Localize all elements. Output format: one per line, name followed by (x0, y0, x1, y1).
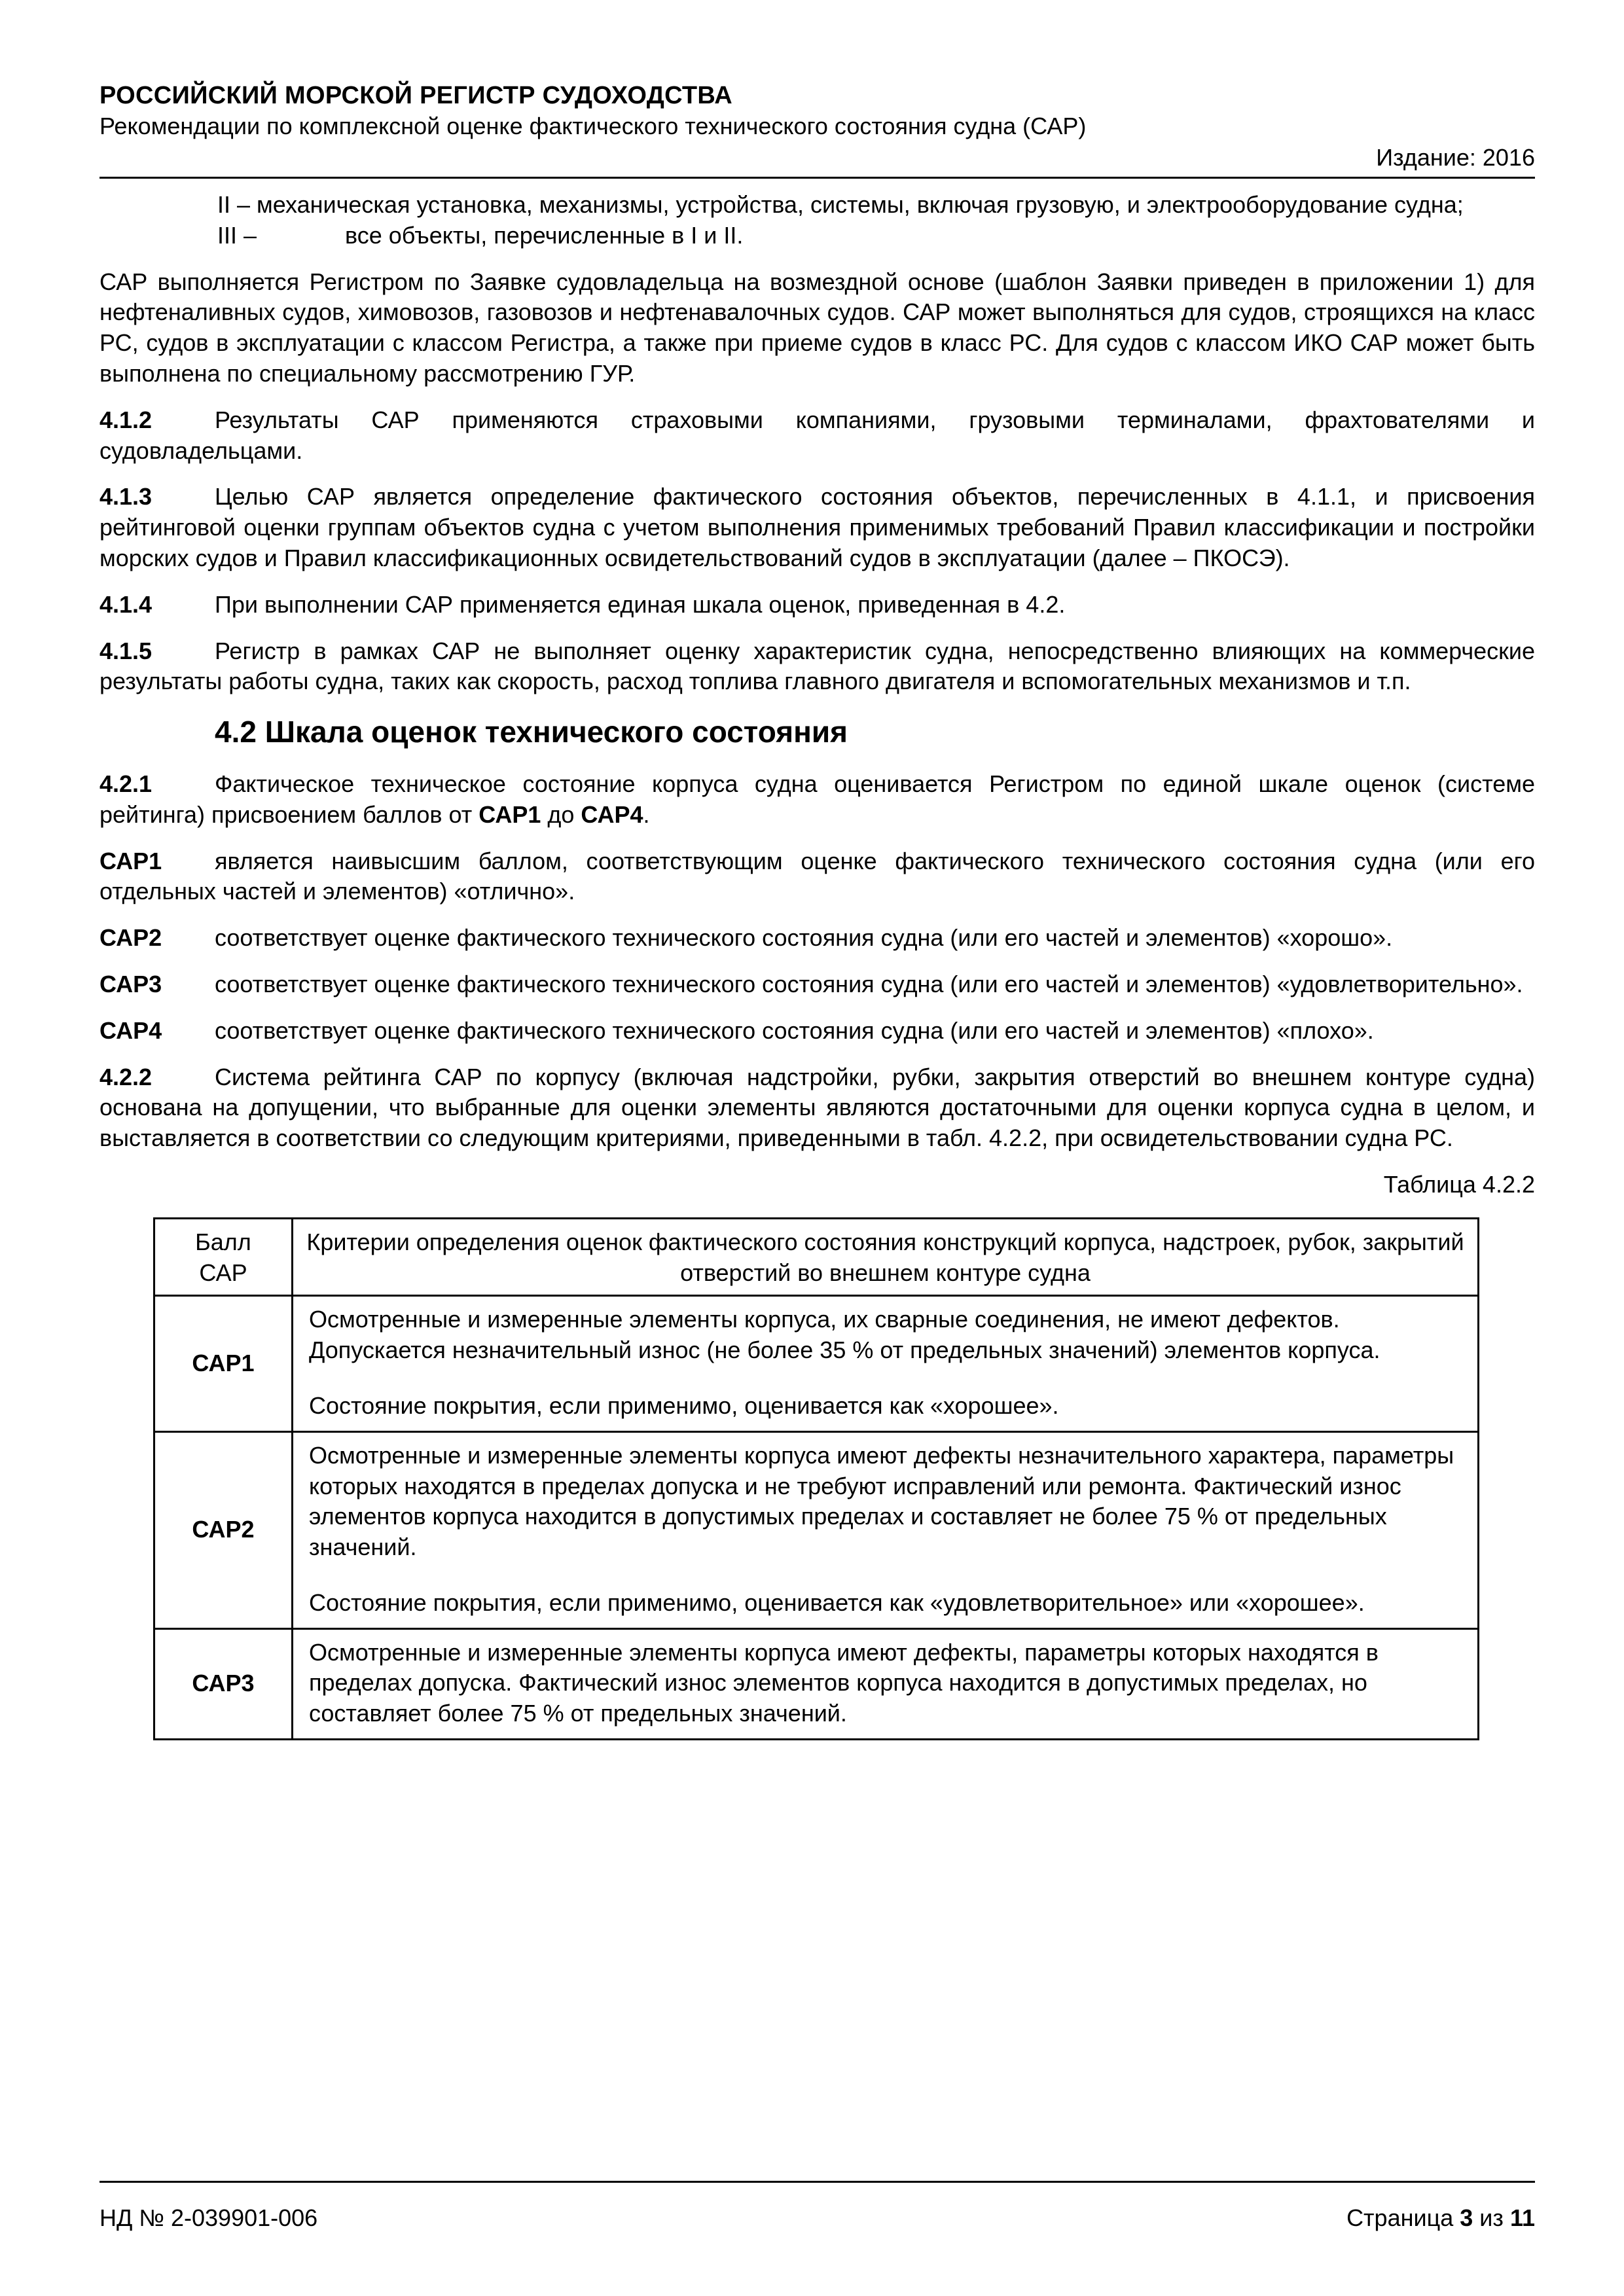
clause-number: 4.1.3 (99, 483, 153, 511)
criteria-paragraph: Осмотренные и измеренные элементы корпуса, их сварные соединения, не имеют дефектов. Допускается незначительный износ (не более 35 % от предельных значений) элементов корпуса. (309, 1306, 1380, 1364)
clause-text: . (643, 800, 650, 828)
table-cell-criteria (293, 1431, 1479, 1628)
clause-text: Целью САР является определение фактического состояния объектов, перечисленных в 4.1.1, и присвоения рейтинговой оценки группам объектов судна с учетом выполнения применимых требований Правил классификации и постройки морских судов и Правил классификационных освидетельствований судов в эксплуатации (далее – ПКОСЭ). (99, 483, 1535, 571)
grade-definition-1 (99, 846, 1535, 908)
grade-ref: САР1 (478, 800, 541, 828)
clause-number: 4.1.5 (99, 637, 153, 664)
clause-number: 4.2.2 (99, 1063, 153, 1090)
paragraph-4-1-3 (99, 482, 1535, 573)
table-caption: Таблица 4.2.2 (1383, 1170, 1535, 1198)
clause-number: 4.1.2 (99, 406, 153, 433)
criteria-paragraph: Осмотренные и измеренные элементы корпуса имеют дефекты незначительного характера, параметры которых находятся в пределах допуска и не требуют исправлений или ремонта. Фактический износ элементов корпуса находится в допустимых пределах и составляет не более 75 % от предельных значений. (309, 1441, 1454, 1561)
grade-label: САР3 (99, 970, 162, 997)
paragraph-4-1-5 (99, 636, 1535, 698)
grade-text: соответствует оценке фактического технического состояния судна (или его частей и элементов) «хорошо». (215, 924, 1393, 952)
clause-text: Система рейтинга САР по корпусу (включая надстройки, рубки, закрытия отверстий во внешнем контуре судна) основана на допущении, что выбранные для оценки элементы являются достаточными для оценки корпуса судна в целом, и выставляется в соответствии со следующим критериями, приведенными в табл. 4.2.2, при освидетельствовании судна РС. (99, 1063, 1535, 1152)
clause-text: до (541, 800, 581, 828)
grade-definition-4 (99, 1016, 1535, 1047)
table-cell-score: САР1 (154, 1296, 293, 1431)
table-cell-criteria (293, 1628, 1479, 1739)
clause-text: Регистр в рамках САР не выполняет оценку характеристик судна, непосредственно влияющих на коммерческие результаты работы судна, таких как скорость, расход топлива главного двигателя и вспомогательных механизмов и т.п. (99, 637, 1535, 695)
criteria-paragraph: Состояние покрытия, если применимо, оценивается как «хорошее». (309, 1391, 1059, 1419)
table-header-row (154, 1218, 1479, 1296)
paragraph-4-1-4 (99, 590, 1535, 620)
page-current: 3 (1460, 2204, 1473, 2231)
grade-label: САР4 (99, 1016, 162, 1044)
paragraph-4-1-2 (99, 405, 1535, 467)
column-header-score (154, 1218, 293, 1296)
grade-definition-2 (99, 923, 1535, 954)
clause-number: 4.1.4 (99, 590, 153, 618)
grade-definition-3 (99, 969, 1535, 1000)
paragraph-intro: САР выполняется Регистром по Заявке судовладельца на возмездной основе (шаблон Заявки приведен в приложении 1) для нефтеналивных судов, химовозов, газовозов и нефтенавалочных судов. САР может выполняться для судов, строящихся на класс РС, судов в эксплуатации с классом Регистра, а также при приеме судов в класс РС. Для судов с классом ИКО САР может быть выполнена по специальному рассмотрению ГУР. (99, 268, 1535, 387)
header-subtitle: Рекомендации по комплексной оценке фактического технического состояния судна (САР) (99, 113, 1087, 139)
page-of: из (1479, 2204, 1504, 2231)
page-content (99, 190, 1535, 1740)
clause-text: Фактическое техническое состояние корпуса судна оценивается Регистром по единой шкале оценок (системе рейтинга) присвоением баллов от (99, 770, 1535, 828)
criteria-paragraph: Состояние покрытия, если применимо, оценивается как «удовлетворительное» или «хорошее». (309, 1588, 1365, 1616)
criteria-table (153, 1217, 1479, 1740)
section-heading: 4.2 Шкала оценок технического состояния (215, 715, 848, 749)
list-item-iii-text: все объекты, перечисленные в I и II. (345, 221, 744, 249)
table-cell-score: САР2 (154, 1431, 293, 1628)
footer-doc-number: НД № 2-039901-006 (99, 2204, 318, 2231)
page-word: Страница (1346, 2204, 1454, 2231)
column-header-score-line2: САР (199, 1259, 247, 1286)
column-header-score-line1: Балл (195, 1228, 251, 1255)
grade-text: соответствует оценке фактического технического состояния судна (или его частей и элементов) «удовлетворительно». (215, 970, 1523, 997)
list-item-iii-label: III – (217, 221, 257, 249)
header-rule (99, 177, 1535, 179)
grade-label: САР2 (99, 924, 162, 952)
column-header-criteria: Критерии определения оценок фактического состояния конструкций корпуса, надстроек, рубок, закрытий отверстий во внешнем контуре судна (293, 1218, 1479, 1296)
clause-number: 4.2.1 (99, 770, 153, 797)
footer-page-number (1346, 2203, 1535, 2234)
grade-ref: САР4 (581, 800, 643, 828)
header-org: РОССИЙСКИЙ МОРСКОЙ РЕГИСТР СУДОХОДСТВА (99, 82, 732, 109)
grade-label: САР1 (99, 847, 162, 874)
grade-text: соответствует оценке фактического технического состояния судна (или его частей и элементов) «плохо». (215, 1016, 1374, 1044)
criteria-paragraph: Осмотренные и измеренные элементы корпуса имеют дефекты, параметры которых находятся в пределах допуска. Фактический износ элементов корпуса находится в допустимых пределах, но составляет более 75 % от предельных значений. (309, 1638, 1379, 1727)
clause-text: При выполнении САР применяется единая шкала оценок, приведенная в 4.2. (215, 590, 1066, 618)
header-edition: Издание: 2016 (1376, 144, 1535, 171)
page-total: 11 (1509, 2204, 1535, 2231)
grade-text: является наивысшим баллом, соответствующим оценке фактического технического состояния судна (или его отдельных частей и элементов) «отлично». (99, 847, 1535, 905)
table-row (154, 1628, 1479, 1739)
clause-text: Результаты САР применяются страховыми компаниями, грузовыми терминалами, фрахтователями и судовладельцами. (99, 406, 1535, 464)
paragraph-4-2-2 (99, 1062, 1535, 1154)
list-item-iii (99, 221, 1535, 251)
table-cell-criteria (293, 1296, 1479, 1431)
list-item-ii: II – механическая установка, механизмы, устройства, системы, включая грузовую, и электрооборудование судна; (217, 191, 1464, 218)
table-cell-score: САР3 (154, 1628, 293, 1739)
table-row (154, 1431, 1479, 1628)
table-row (154, 1296, 1479, 1431)
footer-rule (99, 2181, 1535, 2183)
paragraph-4-2-1 (99, 769, 1535, 831)
